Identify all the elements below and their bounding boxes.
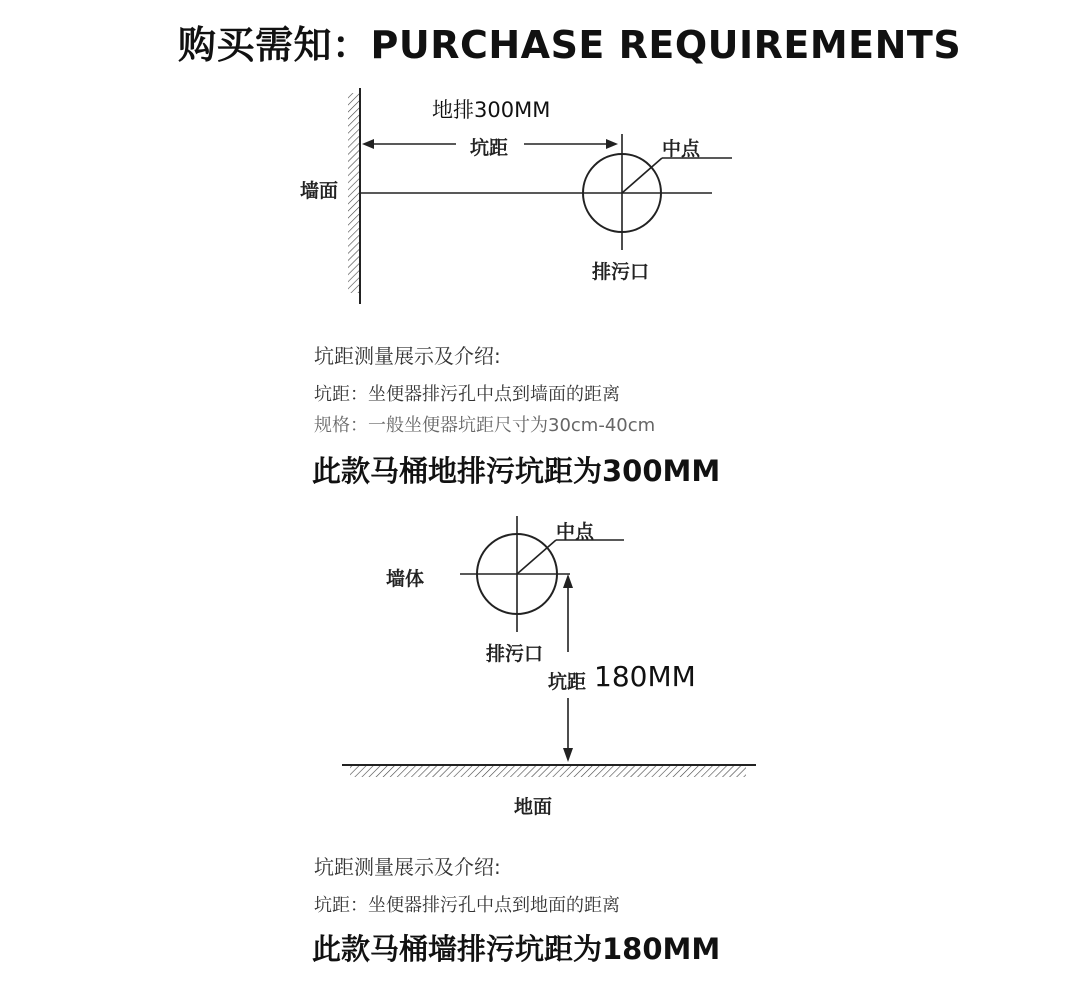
center-leader-line — [517, 540, 556, 574]
wall-drain-diagram — [342, 516, 756, 777]
dimension-arrow-up-icon — [563, 574, 573, 588]
section1-spec: 规格：一般坐便器坑距尺寸为30cm-40cm — [314, 415, 656, 436]
dimension-arrow-right-icon — [606, 139, 618, 149]
center-label-2: 中点 — [556, 521, 595, 543]
distance-value: 180MM — [594, 660, 696, 693]
section1-headline: 此款马桶地排污坑距为300MM — [312, 454, 721, 488]
outlet-label-2: 排污口 — [486, 643, 544, 665]
wall-label: 墙面 — [300, 180, 339, 202]
section1-heading: 坑距测量展示及介绍: — [314, 344, 501, 368]
section1-definition: 坑距：坐便器排污孔中点到墙面的距离 — [314, 384, 620, 405]
distance-label-2: 坑距 — [548, 671, 587, 693]
distance-label: 坑距 — [470, 137, 509, 159]
section2-heading: 坑距测量展示及介绍: — [314, 855, 501, 879]
wall-hatch — [348, 93, 359, 293]
dimension-arrow-down-icon — [563, 748, 573, 762]
dimension-arrow-left-icon — [362, 139, 374, 149]
floor-drain-spec-label: 地排300MM — [432, 98, 551, 122]
section2-definition: 坑距：坐便器排污孔中点到地面的距离 — [314, 895, 620, 916]
floor-hatch — [350, 766, 746, 777]
outlet-label: 排污口 — [592, 261, 650, 283]
center-label: 中点 — [662, 138, 701, 160]
section2-headline: 此款马桶墙排污坑距为180MM — [312, 932, 721, 966]
page-title: 购买需知：PURCHASE REQUIREMENTS — [178, 23, 962, 67]
floor-label: 地面 — [514, 796, 553, 818]
wall-body-label: 墙体 — [386, 568, 425, 590]
